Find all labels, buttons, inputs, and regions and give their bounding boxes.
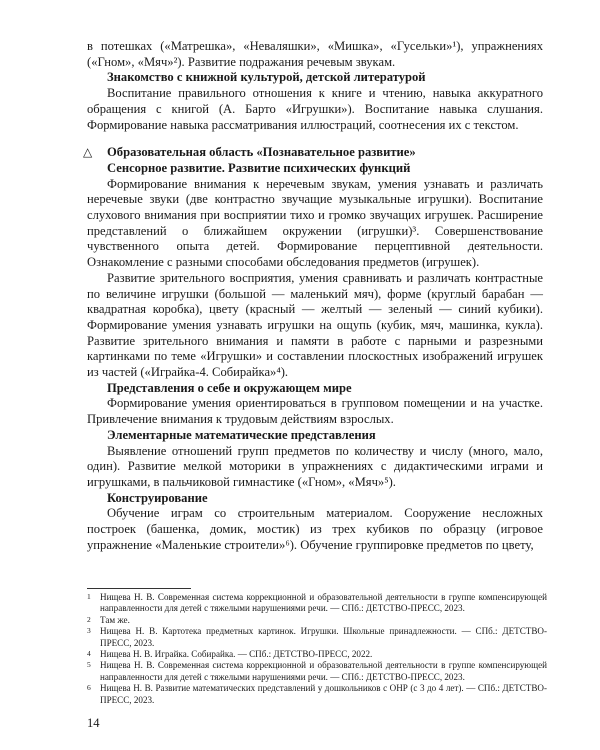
- footnote-text: Нищева Н. В. Современная система коррекционной и образовательной деятельности в группе компенсирующей направленности для детей с тяжелыми нарушениями речи. — СПб.: ДЕТСТВО-ПРЕСС, 2023.: [100, 660, 547, 682]
- footnote-number: 1: [87, 592, 91, 601]
- page-number: 14: [87, 716, 100, 730]
- intro-paragraph: в потешках («Матрешка», «Неваляшки», «Мишка», «Гусельки»¹), упражнениях («Гном», «Мяч»²). Развитие подражания речевым звукам.: [87, 39, 543, 69]
- footnote: [87, 592, 547, 615]
- sensory-paragraph-2: Развитие зрительного восприятия, умения сравнивать и различать контрастные по величине игрушки (большой — маленький мяч), форме (круглый барабан — квадратная коробка), цвету (красный — желтый — зеленый — синий кубики). Формирование умения узнавать игрушки на ощупь (кубик, мяч, машинка, кукла). Развитие зрительного внимания и памяти в работе с парными и разрезными картинками по теме «Игрушки» и составлении плоскостных изображений игрушек из частей («Играйка-4. Собирайка»⁴).: [87, 270, 543, 380]
- section-title-text: Образовательная область «Познавательное развитие»: [107, 145, 416, 160]
- footnote-number: 3: [87, 626, 91, 636]
- footnote-text: Нищева Н. В. Картотека предметных картинок. Игрушки. Школьные принадлежности. — СПб.: ДЕТСТВО-ПРЕСС, 2023.: [100, 626, 547, 648]
- footnote-text: Нищева Н. В. Современная система коррекционной и образовательной деятельности в группе компенсирующей направленности для детей с тяжелыми нарушениями речи. — СПб.: ДЕТСТВО-ПРЕСС, 2023.: [100, 592, 547, 614]
- literature-heading: Знакомство с книжной культурой, детской литературой: [107, 70, 426, 85]
- self-heading: Представления о себе и окружающем мире: [107, 380, 352, 395]
- self-paragraph: Формирование умения ориентироваться в групповом помещении и на участке. Привлечение внимания к трудовым действиям взрослых.: [87, 396, 543, 427]
- footnote-divider: [87, 588, 191, 589]
- footnote-text: Нищева Н. В. Играйка. Собирайка. — СПб.: ДЕТСТВО-ПРЕСС, 2022.: [100, 649, 373, 660]
- footnote-number: 6: [87, 683, 91, 693]
- triangle-icon: △: [83, 145, 93, 160]
- footnote-number: 4: [87, 649, 91, 659]
- section-title: [83, 145, 543, 161]
- footnote-text: Нищева Н. В. Развитие математических представлений у дошкольников с ОНР (с 3 до 4 лет). — СПб.: ДЕТСТВО-ПРЕСС, 2023.: [100, 683, 547, 705]
- footnote: [87, 649, 547, 660]
- sensory-paragraph-1: Формирование внимания к неречевым звукам, умения узнавать и различать неречевые звуки (две контрастно звучащие музыкальные игрушки). Воспитание слухового внимания при восприятии тихо и громко звучащих игрушек. Расширение представлений о ближайшем окружении (игрушки)³. Совершенствование чувственного опыта детей. Формирование перцептивной деятельности. Ознакомление с разными способами обследования предметов (игрушек).: [87, 176, 543, 270]
- footnote: [87, 660, 547, 683]
- footnote-text: Там же.: [100, 614, 130, 625]
- footnote: [87, 626, 547, 649]
- footnote: [87, 615, 547, 626]
- footnote-number: 5: [87, 660, 91, 670]
- main-text: [83, 39, 543, 554]
- footnote: [87, 683, 547, 706]
- literature-paragraph: Воспитание правильного отношения к книге и чтению, навыка аккуратного обращения с книгой (А. Барто «Игрушки»). Воспитание навыка слушания. Формирование навыка рассматривания иллюстраций, соотнесения их с текстом.: [87, 86, 543, 132]
- math-heading: Элементарные математические представления: [107, 427, 376, 442]
- footnotes: [87, 588, 547, 706]
- footnote-number: 2: [87, 614, 91, 624]
- construct-paragraph: Обучение играм со строительным материалом. Сооружение несложных построек (башенка, домик, мостик) из трех кубиков по образцу (игровое упражнение «Маленькие строители»⁶). Обучение группировке предметов по цвету,: [87, 506, 543, 552]
- math-paragraph: Выявление отношений групп предметов по количеству и числу (много, мало, один). Развитие мелкой моторики в упражнениях с дидактическими играми и игрушками, в пальчиковой гимнастике («Гном», «Мяч»⁵).: [87, 443, 543, 489]
- section-subtitle: Сенсорное развитие. Развитие психических функций: [107, 160, 411, 175]
- construct-heading: Конструирование: [107, 490, 208, 505]
